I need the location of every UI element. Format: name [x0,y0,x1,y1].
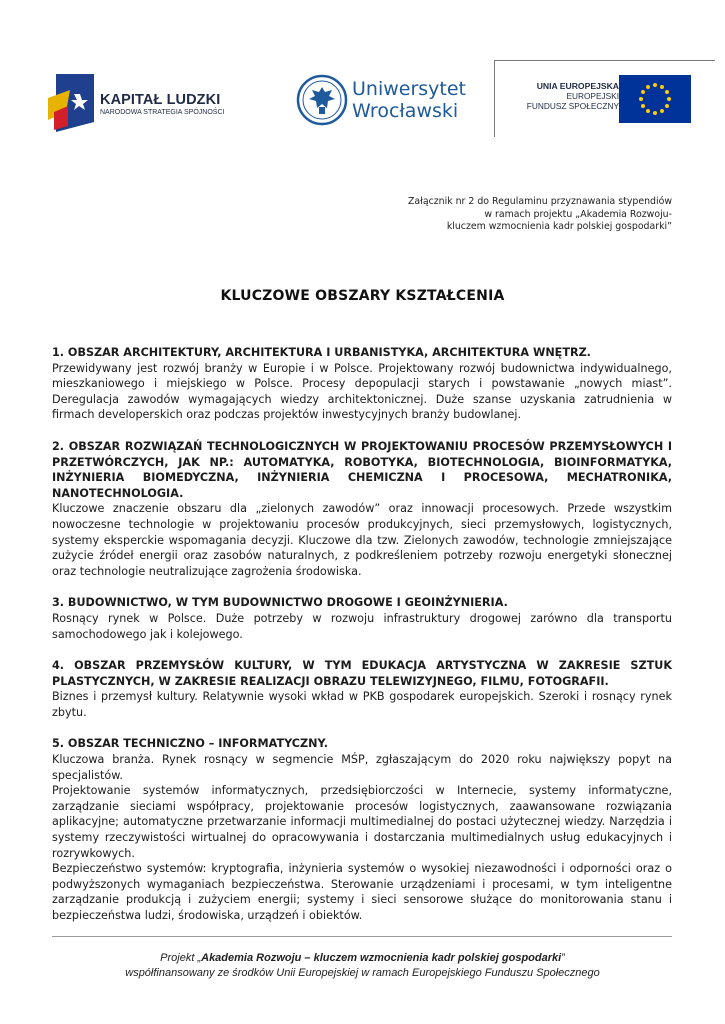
section-paragraph: Biznes i przemysł kultury. Relatywnie wysoki wkład w PKB gospodarek europejskich. Szeroki i rosnący rynek zbytu. [52,690,672,719]
kapital-ludzki-logo [48,72,248,134]
page-title: KLUCZOWE OBSZARY KSZTAŁCENIA [220,288,505,304]
university-name [352,78,466,122]
section-heading: 2. OBSZAR ROZWIĄZAŃ TECHNOLOGICZNYCH W PROJEKTOWANIU PROCESÓW PRZEMYSŁOWYCH I PRZETWÓRCZYCH, JAK NP.: AUTOMATYKA, ROBOTYKA, BIOTECHNOLOGIA, BIOINFORMATYKA, INŻYNIERIA BIOMEDYCZNA, INŻYNIERIA CHEMICZNA I PROCESOWA, MECHATRONIKA, NANOTECHNOLOGIA. [52,439,672,500]
eu-union-label: UNIA EUROPEJSKA [536,81,619,91]
university-logo [296,72,466,128]
section-it [52,736,672,923]
section-heading: 1. OBSZAR ARCHITEKTURY, ARCHITEKTURA I URBANISTYKA, ARCHITEKTURA WNĘTRZ. [52,346,591,359]
footer-project-suffix: ” [561,952,565,964]
eu-text [511,81,619,111]
footer-project-prefix: Projekt „ [160,952,202,964]
section-heading: 3. BUDOWNICTWO, W TYM BUDOWNICTWO DROGOWE I GEOINŻYNIERIA. [52,596,508,610]
kapital-ludzki-text [100,92,224,116]
annex-note [408,196,672,234]
section-technology [52,439,672,579]
annex-line1: Załącznik nr 2 do Regulaminu przyznawania stypendiów [408,196,672,207]
annex-line3: kluczem wzmocnienia kadr polskiej gospodarki” [446,221,672,233]
section-culture [52,658,672,720]
section-construction [52,595,672,642]
footer-project-name: Akademia Rozwoju – kluczem wzmocnienia kadr polskiej gospodarki [201,952,562,964]
section-paragraph: Projektowanie systemów informatycznych, przedsiębiorczości w Internecie, systemy informatyczne, zarządzanie sieciami współpracy, projektowanie procesów logistycznych, zaawansowane rozwiązania aplikacyjne; automatyczne przetwarzanie informacji multimedialnej do postaci użytecznej wiedzy. Narzędzia i systemy rzeczywistości wirtualnej do opracowywania i dostarczania multimedialnych usług edukacyjnych i rozrywkowych. [52,784,672,860]
kapital-ludzki-emblem-icon [48,72,94,134]
section-heading: 4. OBSZAR PRZEMYSŁÓW KULTURY, W TYM EDUKACJA ARTYSTYCZNA W ZAKRESIE SZTUK PLASTYCZNYCH, W ZAKRESIE REALIZACJI OBRAZU TELEWIZYJNEGO, FILMU, FOTOGRAFII. [52,659,672,688]
footer-funding-line: współfinansowany ze środków Unii Europejskiej w ramach Europejskiego Funduszu Społecznego [125,967,600,979]
eu-fund-label-line1: EUROPEJSKI [566,91,619,101]
university-eagle-seal-icon [296,74,348,126]
university-name-line2: Wrocławski [352,100,459,122]
document-body [52,345,672,940]
section-paragraph: Przewidywany jest rozwój branży w Europie i w Polsce. Projektowany rozwój budownictwa indywidualnego, mieszkaniowego i miejskiego w Polsce. Procesy depopulacji starych i powstawanie „nowych miast”. Deregulacja zawodów wymagających wiedzy architektonicznej. Duże szanse uzyskania zatrudnienia w firmach developerskich oraz podczas projektów inwestycyjnych branży budowlanej. [52,361,672,422]
section-paragraph: Kluczowa branża. Rynek rosnący w segmencie MŚP, zgłaszającym do 2020 roku największy popyt na specjalistów. [52,753,672,782]
footer-project-line [0,951,725,966]
section-paragraph: Kluczowe znaczenie obszaru dla „zielonych zawodów” oraz innowacji procesowych. Przede wszystkim nowoczesne technologie w projektowaniu procesów produkcyjnych, sieci przemysłowych, logistycznych, systemy eksperckie wspomagania decyzji. Kluczowe dla tzw. Zielonych zawodów, technologie zmniejszające zużycie źródeł energii oraz zasobów naturalnych, z podkreśleniem potrzeby rozwoju energetyki słonecznej oraz technologie neutralizujące zagrożenia środowiska. [52,502,672,578]
eu-logo-box [494,60,715,137]
section-heading: 5. OBSZAR TECHNICZNO – INFORMATYCZNY. [52,737,328,751]
footer [0,951,725,981]
annex-line2: w ramach projektu „Akademia Rozwoju- [484,208,672,220]
section-architecture [52,345,672,423]
section-paragraph: Rosnący rynek w Polsce. Duże potrzeby w rozwoju infrastruktury drogowej zarówno dla transportu samochodowego jak i kolejowego. [52,611,672,641]
footer-divider [52,936,672,937]
kapital-ludzki-subtitle: NARODOWA STRATEGIA SPÓJNOŚCI [100,109,225,116]
university-name-line1: Uniwersytet [352,78,466,100]
section-paragraph: Bezpieczeństwo systemów: kryptografia, inżynieria systemów o wysokiej niezawodności i odporności oraz o podwyższonych wymaganiach bezpieczeństwa. Sterowanie urządzeniami i procesami, w tym inteligentne zarządzanie produkcją i zużyciem energii; systemy i sieci sensorowe służące do monitorowania stanu i bezpieczeństwa ludzi, środowiska, urządzeń i obiektów. [52,862,672,922]
eu-fund-label-line2: FUNDUSZ SPOŁECZNY [526,101,619,111]
eu-flag-icon [619,75,691,123]
kapital-ludzki-title: KAPITAŁ LUDZKI [100,92,221,108]
